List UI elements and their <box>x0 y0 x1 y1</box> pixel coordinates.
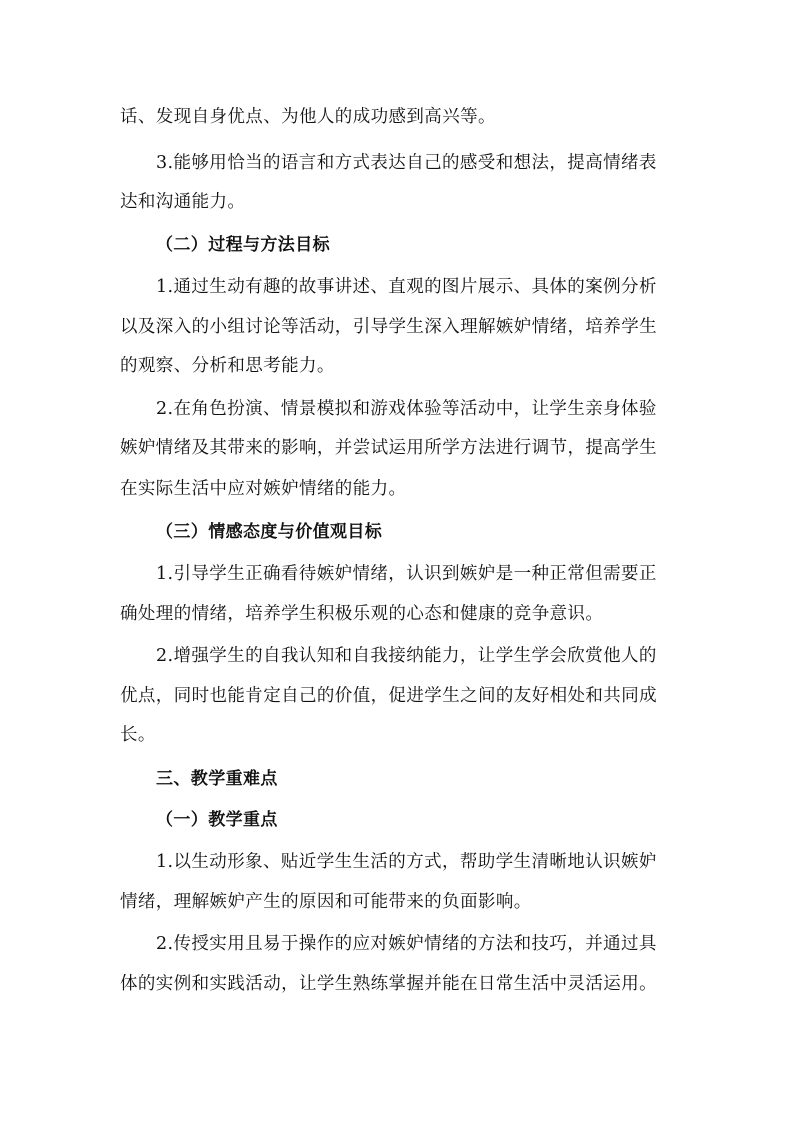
paragraph-line: 2.在角色扮演、情景模拟和游戏体验等活动中，让学生亲身体验 <box>156 399 657 419</box>
paragraph-line: 以及深入的小组讨论等活动，引导学生深入理解嫉妒情绪，培养学生 <box>120 317 657 337</box>
paragraph-line: 1.以生动形象、贴近学生生活的方式，帮助学生清晰地认识嫉妒 <box>156 852 657 872</box>
paragraph-line: 长。 <box>120 725 156 745</box>
section-heading-process-method: （二）过程与方法目标 <box>156 235 330 255</box>
paragraph-line: 达和沟通能力。 <box>120 192 246 212</box>
paragraph-line: 话、发现自身优点、为他人的成功感到高兴等。 <box>120 107 496 127</box>
section-heading-teaching-focus: （一）教学重点 <box>156 810 278 830</box>
chapter-heading-key-difficult-points: 三、教学重难点 <box>156 769 278 789</box>
paragraph-line: 优点，同时也能肯定自己的价值，促进学生之间的友好相处和共同成 <box>120 686 657 706</box>
paragraph-line: 2.传授实用且易于操作的应对嫉妒情绪的方法和技巧，并通过具 <box>156 934 657 954</box>
paragraph-line: 确处理的情绪，培养学生积极乐观的心态和健康的竞争意识。 <box>120 604 604 624</box>
paragraph-line: 1.通过生动有趣的故事讲述、直观的图片展示、具体的案例分析 <box>156 277 657 297</box>
paragraph-line: 的观察、分析和思考能力。 <box>120 356 335 376</box>
paragraph-line: 1.引导学生正确看待嫉妒情绪，认识到嫉妒是一种正常但需要正 <box>156 564 657 584</box>
paragraph-line: 嫉妒情绪及其带来的影响，并尝试运用所学方法进行调节，提高学生 <box>120 438 657 458</box>
section-heading-emotion-values: （三）情感态度与价值观目标 <box>156 522 383 542</box>
paragraph-line: 情绪，理解嫉妒产生的原因和可能带来的负面影响。 <box>120 892 532 912</box>
paragraph-line: 3.能够用恰当的语言和方式表达自己的感受和想法，提高情绪表 <box>156 153 657 173</box>
paragraph-line: 体的实例和实践活动，让学生熟练掌握并能在日常生活中灵活运用。 <box>120 974 657 994</box>
paragraph-line: 2.增强学生的自我认知和自我接纳能力，让学生学会欣赏他人的 <box>156 646 657 666</box>
paragraph-line: 在实际生活中应对嫉妒情绪的能力。 <box>120 479 407 499</box>
